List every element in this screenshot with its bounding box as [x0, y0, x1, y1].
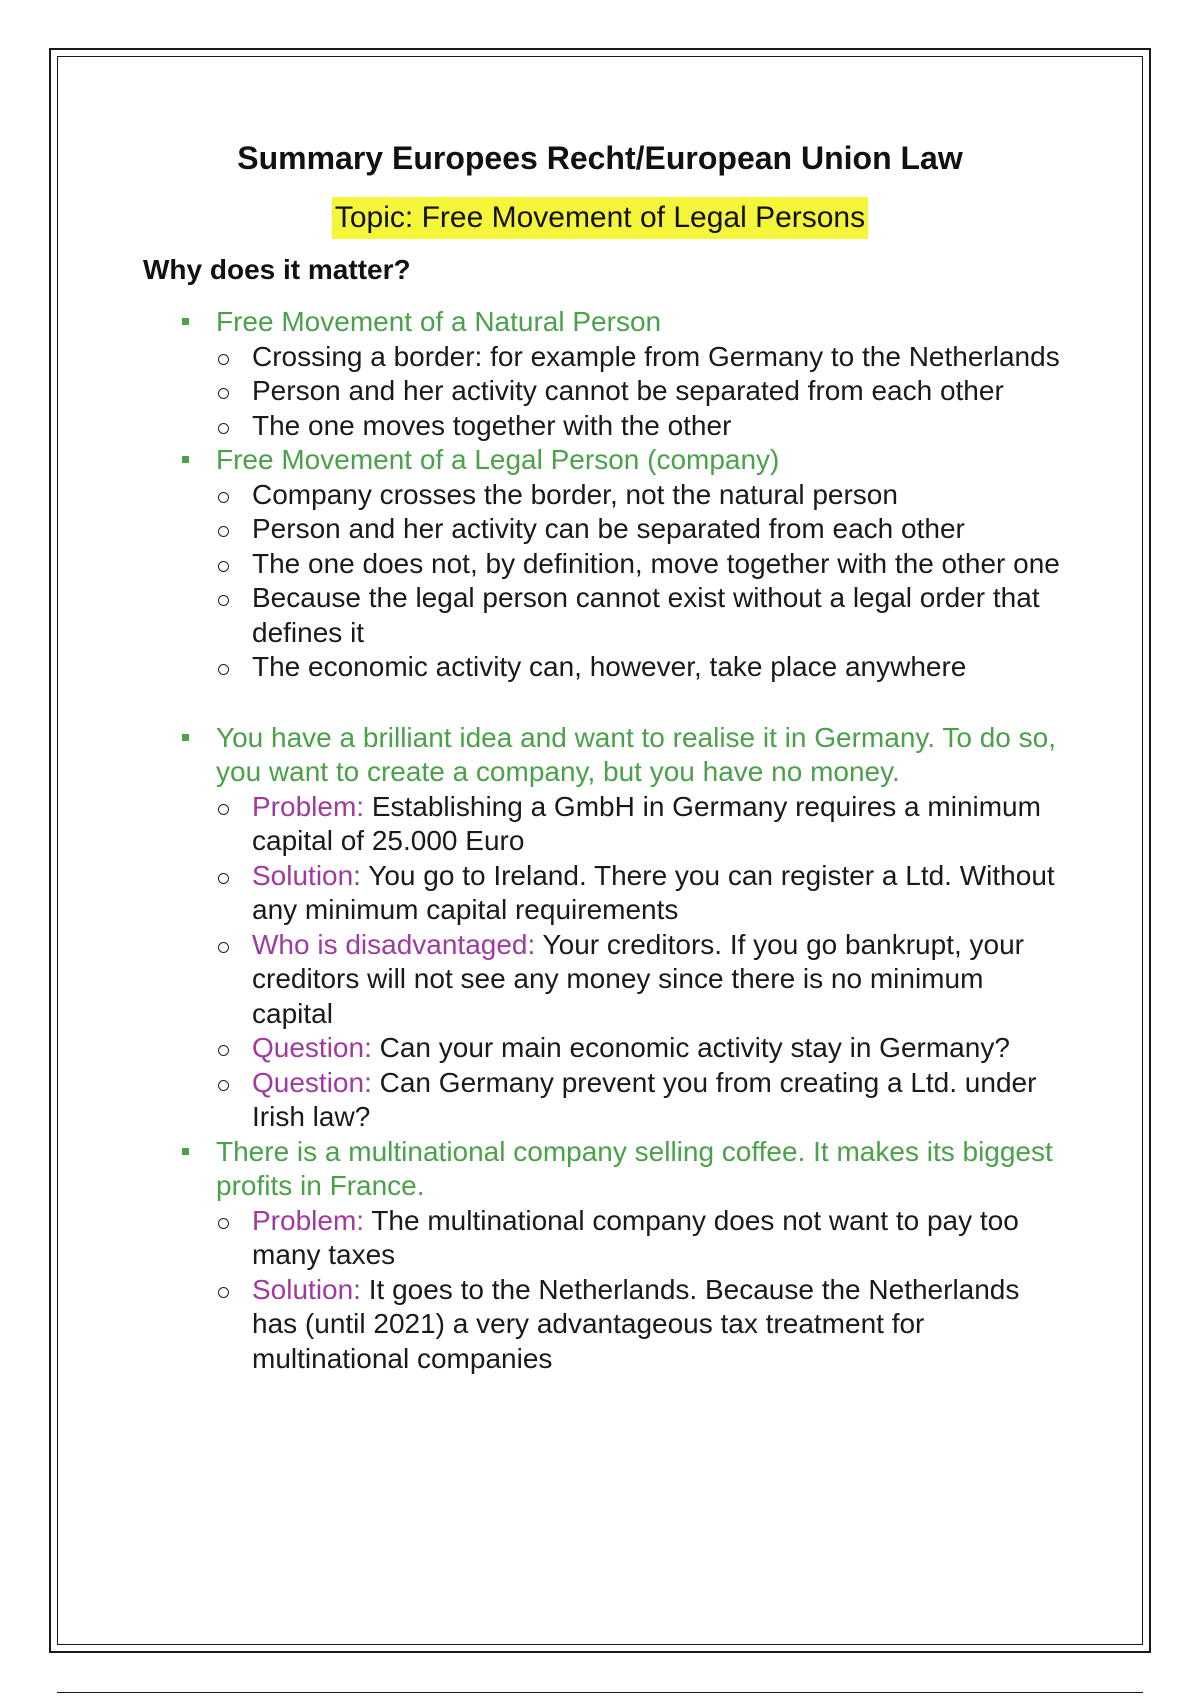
sub-item: [180, 1273, 1060, 1377]
sub-item: [180, 790, 1060, 859]
topic-highlight: Topic: Free Movement of Legal Persons: [332, 197, 868, 239]
bullet-group-multinational: [180, 1135, 1060, 1377]
square-bullet-icon: [182, 734, 189, 741]
sub-item-text: You go to Ireland. There you can register a Ltd. Without any minimum capital requirements: [252, 859, 1055, 925]
bullet-item: [180, 443, 1060, 478]
sub-item: [180, 1204, 1060, 1273]
sub-item-label: Who is disadvantaged:: [252, 928, 536, 960]
sub-item-label: Question:: [252, 1032, 372, 1063]
circle-bullet-icon: [218, 388, 229, 399]
circle-bullet-icon: [218, 526, 229, 537]
sub-item-text: Your creditors. If you go bankrupt, your creditors will not see any money since there is no minimum capital: [252, 928, 1025, 1029]
sub-item-text: Person and her activity cannot be separated from each other: [252, 375, 1004, 406]
sub-item-label: Solution:: [252, 1273, 361, 1305]
sub-item-text: The one does not, by definition, move together with the other one: [252, 547, 1060, 579]
sub-item: [180, 1031, 1060, 1066]
bullet-item: [180, 1135, 1060, 1204]
sub-item-text: The multinational company does not want to pay too many taxes: [252, 1204, 1019, 1270]
circle-bullet-icon: [218, 664, 229, 675]
circle-bullet-icon: [218, 595, 229, 606]
sub-item-label: Solution:: [252, 859, 361, 891]
sub-item-text: Can your main economic activity stay in Germany?: [371, 1032, 1010, 1063]
sub-item-text: Company crosses the border, not the natural person: [252, 478, 898, 510]
section-heading: Why does it matter?: [143, 254, 411, 285]
bullet-group-legal-person: [180, 443, 1060, 685]
bullet-item: [180, 721, 1060, 790]
bullet-group-brilliant-idea: [180, 721, 1060, 1135]
sub-item: [180, 928, 1060, 1032]
sub-item: [180, 859, 1060, 928]
square-bullet-icon: [182, 456, 189, 463]
square-bullet-icon: [182, 318, 189, 325]
sub-item-label: Problem:: [252, 790, 365, 822]
sub-item: [180, 512, 1060, 547]
bullet-item: [180, 305, 1060, 340]
circle-bullet-icon: [218, 804, 229, 815]
bullet-text: Free Movement of a Legal Person (company): [216, 444, 780, 475]
circle-bullet-icon: [218, 561, 229, 572]
topic-wrapper: [0, 197, 1200, 239]
square-bullet-icon: [182, 1148, 189, 1155]
circle-bullet-icon: [218, 354, 229, 365]
sub-item-text: Because the legal person cannot exist without a legal order that defines it: [252, 582, 1040, 648]
sub-item-text: Establishing a GmbH in Germany requires a minimum capital of 25.000 Euro: [252, 790, 1041, 856]
sub-item: [180, 340, 1060, 375]
circle-bullet-icon: [218, 942, 229, 953]
sub-item-text: It goes to the Netherlands. Because the Netherlands has (until 2021) a very advantageous tax treatment for multinational companies: [252, 1273, 1020, 1374]
circle-bullet-icon: [218, 873, 229, 884]
circle-bullet-icon: [218, 1080, 229, 1091]
sub-item: [180, 478, 1060, 513]
sub-item: [180, 409, 1060, 444]
circle-bullet-icon: [218, 1218, 229, 1229]
sub-item-text: Crossing a border: for example from Germany to the Netherlands: [252, 340, 1060, 372]
sub-item: [180, 581, 1060, 650]
bullet-text: Free Movement of a Natural Person: [216, 306, 662, 337]
bullet-group-natural-person: [180, 305, 1060, 443]
sub-item-label: Question:: [252, 1066, 372, 1098]
sub-item-text: The economic activity can, however, take place anywhere: [252, 651, 967, 682]
sub-item-text: Person and her activity can be separated from each other: [252, 513, 965, 544]
circle-bullet-icon: [218, 423, 229, 434]
sub-item: [180, 547, 1060, 582]
circle-bullet-icon: [218, 492, 229, 503]
document-content: [180, 305, 1060, 1376]
sub-item-label: Problem:: [252, 1204, 365, 1236]
bullet-text: There is a multinational company selling coffee. It makes its biggest profits in France.: [216, 1135, 1053, 1201]
sub-item: [180, 1066, 1060, 1135]
document-title: Summary Europees Recht/European Union Law: [237, 140, 963, 176]
circle-bullet-icon: [218, 1045, 229, 1056]
sub-item: [180, 650, 1060, 685]
bullet-text: You have a brilliant idea and want to realise it in Germany. To do so, you want to create a company, but you have no money.: [216, 721, 1056, 787]
sub-item: [180, 374, 1060, 409]
circle-bullet-icon: [218, 1287, 229, 1298]
bottom-rule: [57, 1692, 1143, 1693]
sub-item-text: Can Germany prevent you from creating a Ltd. under Irish law?: [252, 1066, 1037, 1132]
sub-item-text: The one moves together with the other: [252, 409, 732, 441]
